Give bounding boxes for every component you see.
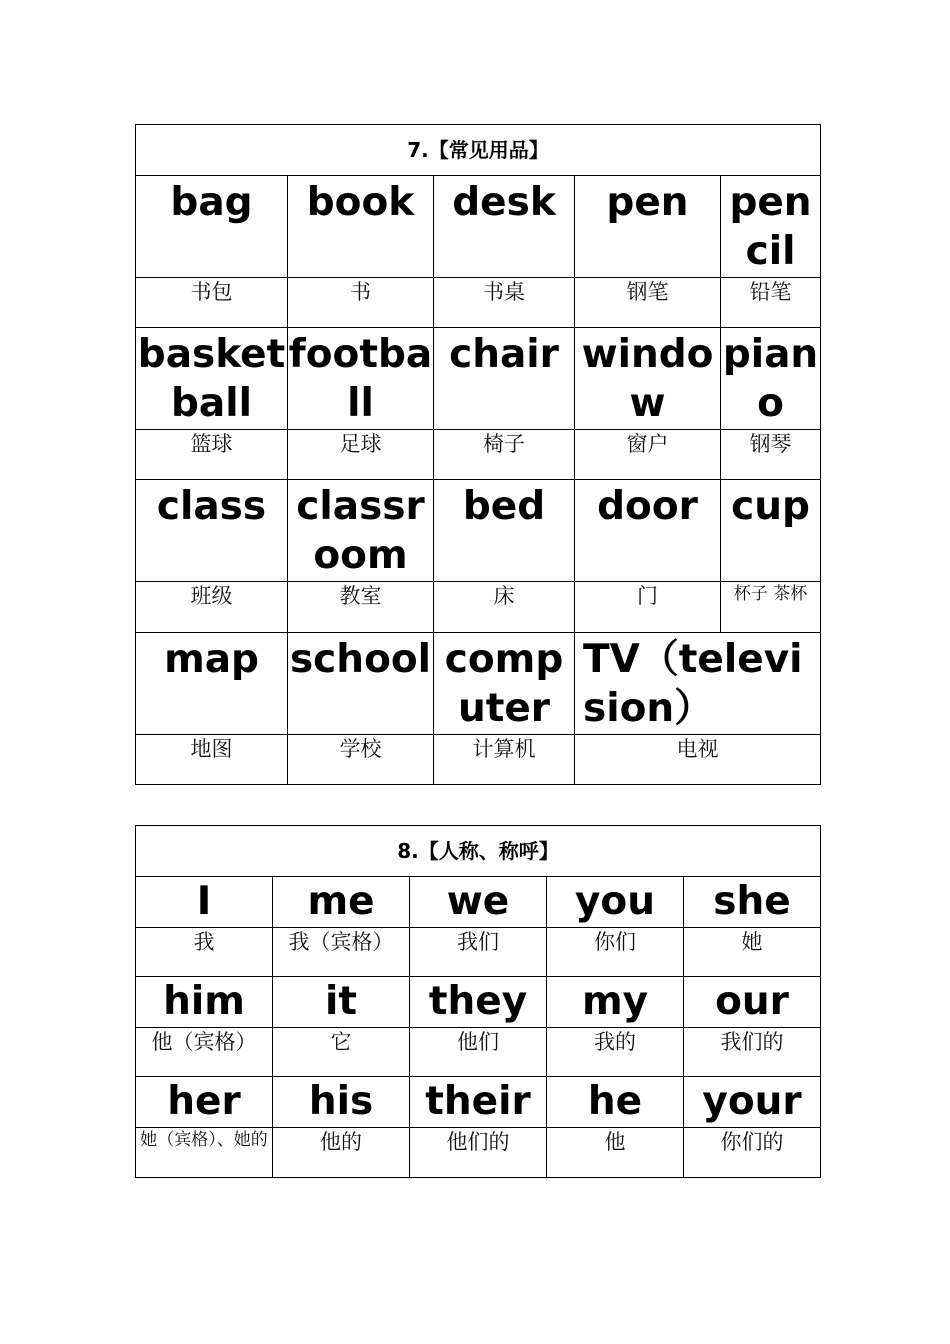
chinese-meaning: 我们的: [684, 1028, 821, 1077]
chinese-meaning: 我的: [547, 1028, 684, 1077]
english-word: her: [136, 1077, 273, 1128]
table-row: [136, 480, 821, 582]
chinese-meaning: 他: [547, 1128, 684, 1178]
chinese-meaning: 椅子: [434, 430, 575, 480]
chinese-meaning: 书: [288, 278, 434, 328]
english-word: bag: [136, 176, 288, 278]
chinese-meaning: 足球: [288, 430, 434, 480]
chinese-meaning: 你们的: [684, 1128, 821, 1178]
chinese-meaning: 我: [136, 928, 273, 977]
chinese-meaning: 他们的: [410, 1128, 547, 1178]
chinese-meaning: 他的: [273, 1128, 410, 1178]
table-row: [136, 977, 821, 1028]
table-row: [136, 1077, 821, 1128]
chinese-meaning: 钢笔: [575, 278, 721, 328]
chinese-meaning: 我（宾格）: [273, 928, 410, 977]
chinese-meaning: 门: [575, 582, 721, 633]
english-word: TV（television）: [575, 633, 821, 735]
english-word: classroom: [288, 480, 434, 582]
table-row: [136, 176, 821, 278]
table-row: [136, 278, 821, 328]
chinese-meaning: 篮球: [136, 430, 288, 480]
table-row: [136, 877, 821, 928]
chinese-meaning: 床: [434, 582, 575, 633]
chinese-meaning: 钢琴: [721, 430, 821, 480]
chinese-meaning: 窗户: [575, 430, 721, 480]
chinese-meaning: 学校: [288, 735, 434, 785]
vocab-table-daily-items: [135, 124, 821, 785]
english-word: they: [410, 977, 547, 1028]
chinese-meaning: 计算机: [434, 735, 575, 785]
chinese-meaning: 班级: [136, 582, 288, 633]
table-row: [136, 928, 821, 977]
english-word: we: [410, 877, 547, 928]
english-word: it: [273, 977, 410, 1028]
chinese-meaning: 你们: [547, 928, 684, 977]
english-word: football: [288, 328, 434, 430]
chinese-meaning: 电视: [575, 735, 821, 785]
english-word: window: [575, 328, 721, 430]
table-row: [136, 430, 821, 480]
english-word: school: [288, 633, 434, 735]
english-word: me: [273, 877, 410, 928]
english-word: she: [684, 877, 821, 928]
chinese-meaning: 他（宾格）: [136, 1028, 273, 1077]
english-word: our: [684, 977, 821, 1028]
chinese-meaning: 他们: [410, 1028, 547, 1077]
english-word: you: [547, 877, 684, 928]
chinese-meaning: 书桌: [434, 278, 575, 328]
table-row: [136, 633, 821, 735]
english-word: map: [136, 633, 288, 735]
english-word: him: [136, 977, 273, 1028]
english-word: basketball: [136, 328, 288, 430]
english-word: door: [575, 480, 721, 582]
english-word: book: [288, 176, 434, 278]
english-word: chair: [434, 328, 575, 430]
english-word: your: [684, 1077, 821, 1128]
english-word: cup: [721, 480, 821, 582]
english-word: he: [547, 1077, 684, 1128]
english-word: piano: [721, 328, 821, 430]
table-row: [136, 1128, 821, 1178]
english-word: their: [410, 1077, 547, 1128]
english-word: class: [136, 480, 288, 582]
english-word: pencil: [721, 176, 821, 278]
english-word: pen: [575, 176, 721, 278]
chinese-meaning: 铅笔: [721, 278, 821, 328]
english-word: my: [547, 977, 684, 1028]
english-word: desk: [434, 176, 575, 278]
chinese-meaning: 教室: [288, 582, 434, 633]
english-word: bed: [434, 480, 575, 582]
vocab-table-pronouns: [135, 825, 821, 1178]
english-word: I: [136, 877, 273, 928]
chinese-meaning: 它: [273, 1028, 410, 1077]
table-row: [136, 735, 821, 785]
english-word: his: [273, 1077, 410, 1128]
table-row: [136, 328, 821, 430]
chinese-meaning: 书包: [136, 278, 288, 328]
table-title: 7.【常见用品】: [136, 125, 821, 176]
english-word: computer: [434, 633, 575, 735]
chinese-meaning: 她: [684, 928, 821, 977]
chinese-meaning: 杯子 茶杯: [721, 582, 821, 633]
table-row: [136, 582, 821, 633]
chinese-meaning: 我们: [410, 928, 547, 977]
table-title: 8.【人称、称呼】: [136, 826, 821, 877]
chinese-meaning: 她（宾格）、她的: [136, 1128, 273, 1178]
table-row: [136, 1028, 821, 1077]
chinese-meaning: 地图: [136, 735, 288, 785]
